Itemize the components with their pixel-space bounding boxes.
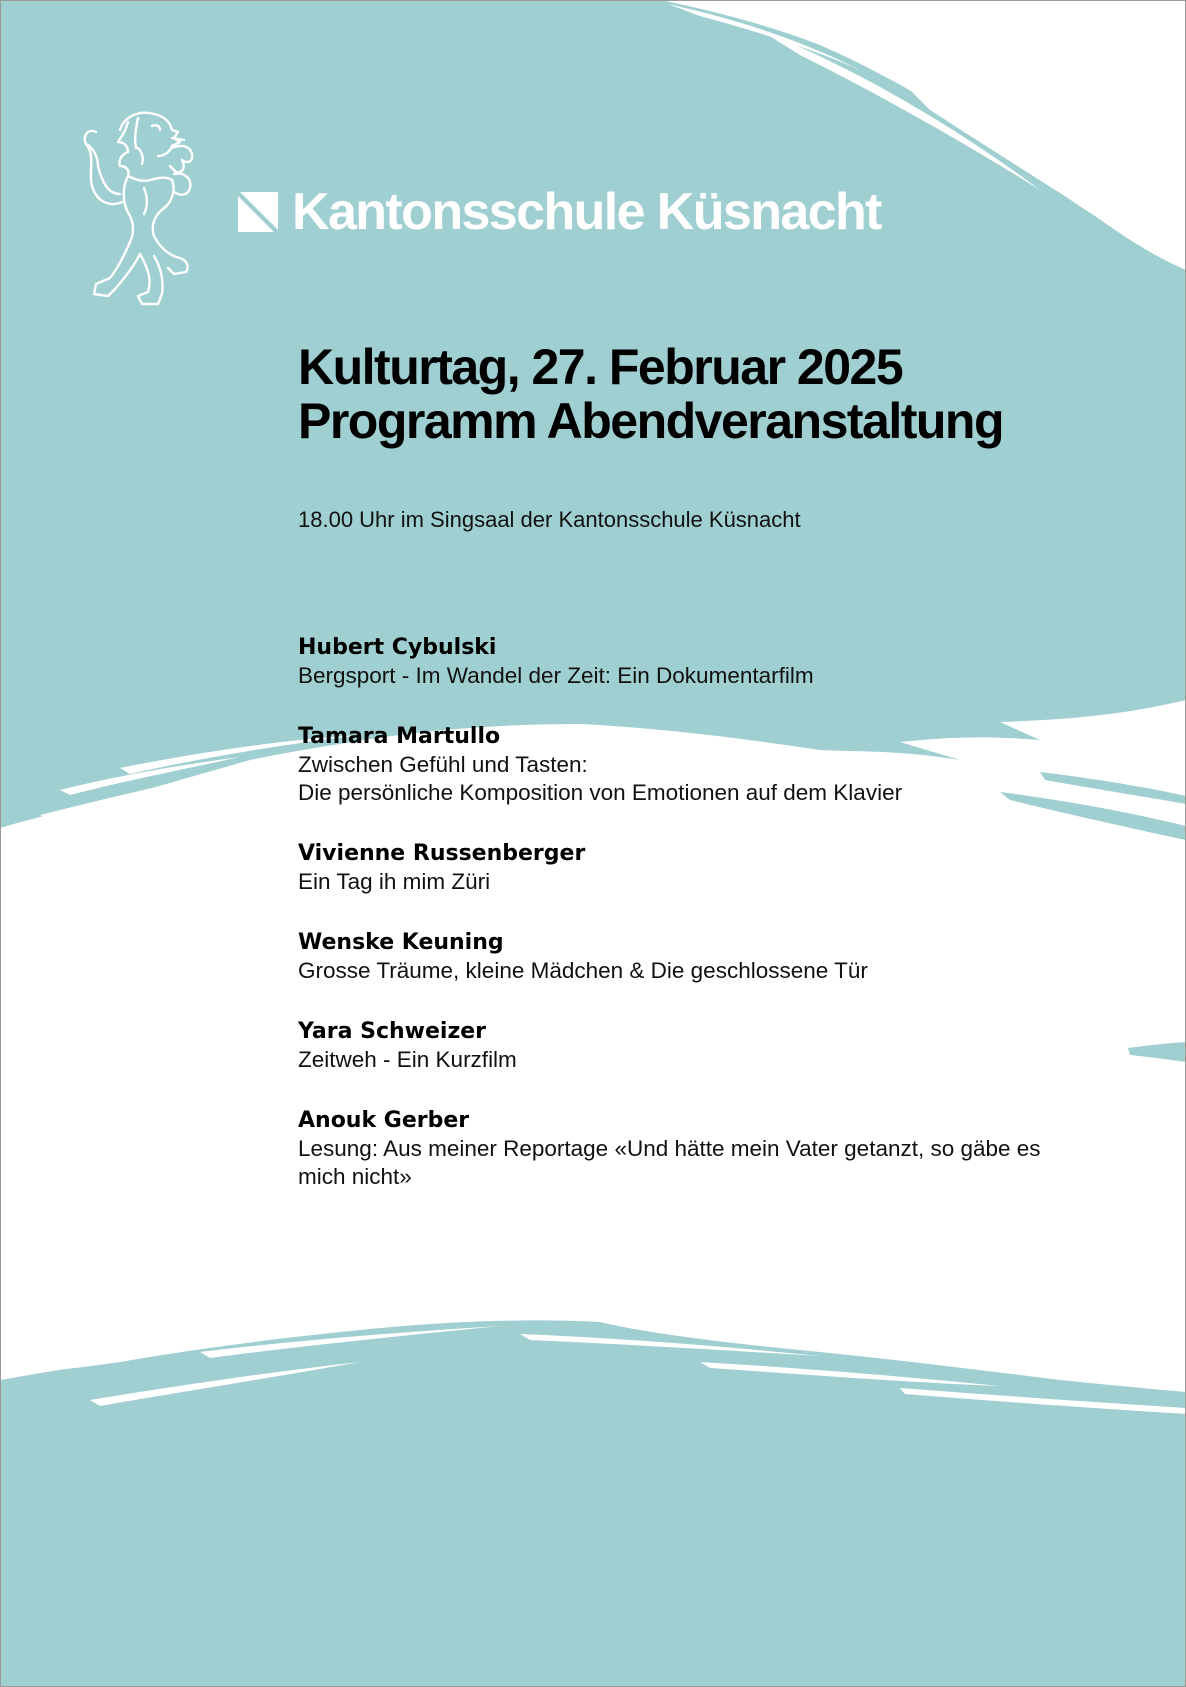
zurich-shield-mark-icon bbox=[238, 192, 278, 232]
program-item bbox=[298, 723, 1108, 807]
title-line-program: Programm Abendveranstaltung bbox=[298, 393, 1004, 449]
work-title: Zwischen Gefühl und Tasten: bbox=[298, 752, 588, 777]
bottom-teal-brush bbox=[0, 1320, 1186, 1687]
performer-name: Vivienne Russenberger bbox=[298, 841, 586, 866]
program-item bbox=[298, 1018, 1108, 1074]
work-title: Ein Tag ih mim Züri bbox=[298, 869, 491, 894]
program-item bbox=[298, 929, 1108, 985]
work-title: Bergsport - Im Wandel der Zeit: Ein Dokumentarfilm bbox=[298, 663, 814, 688]
event-title bbox=[298, 340, 1128, 448]
event-time-location: 18.00 Uhr im Singsaal der Kantonsschule Küsnacht bbox=[298, 507, 801, 532]
program-item bbox=[298, 1107, 1108, 1191]
title-line-date: Kulturtag, 27. Februar 2025 bbox=[298, 339, 903, 395]
work-title: Grosse Träume, kleine Mädchen & Die geschlossene Tür bbox=[298, 958, 868, 983]
performer-name: Anouk Gerber bbox=[298, 1108, 470, 1133]
program-item bbox=[298, 840, 1108, 896]
performer-name: Hubert Cybulski bbox=[298, 635, 497, 660]
performer-name: Wenske Keuning bbox=[298, 930, 504, 955]
work-title: Die persönliche Komposition von Emotionen auf dem Klavier bbox=[298, 780, 903, 805]
work-title: Lesung: Aus meiner Reportage «Und hätte mein Vater getanzt, so gäbe es bbox=[298, 1136, 1041, 1161]
school-name: Kantonsschule Küsnacht bbox=[292, 183, 881, 241]
performer-name: Tamara Martullo bbox=[298, 724, 501, 749]
work-title: Zeitweh - Ein Kurzfilm bbox=[298, 1047, 517, 1072]
program-list bbox=[298, 634, 1108, 1224]
zurich-lion-icon bbox=[78, 108, 228, 313]
performer-name: Yara Schweizer bbox=[298, 1019, 487, 1044]
program-item bbox=[298, 634, 1108, 690]
work-title: mich nicht» bbox=[298, 1164, 412, 1189]
school-wordmark bbox=[238, 184, 881, 240]
